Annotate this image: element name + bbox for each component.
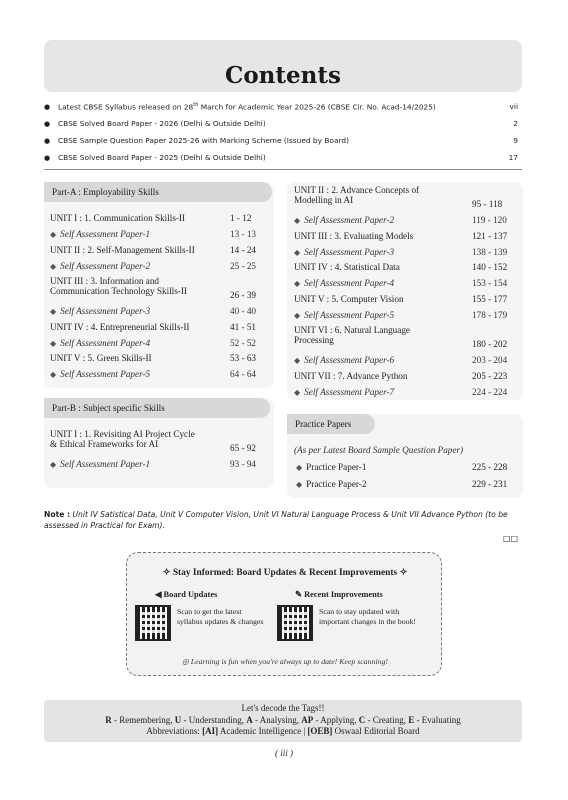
unit-row: [294, 325, 508, 349]
toc-title-text: Latest CBSE Syllabus released on 28: [58, 102, 194, 112]
unit-row: [50, 321, 257, 332]
toc-title: [58, 119, 492, 128]
toc-title: [58, 102, 492, 111]
tag-key: AP: [301, 714, 314, 725]
unit-title-cont: Communication Technology Skills-II: [50, 286, 187, 296]
self-assessment-row: [294, 278, 508, 288]
end-mark: □□: [503, 534, 519, 543]
toc-row: [44, 149, 522, 166]
toc-row: [44, 115, 522, 132]
bullet-icon: ●: [44, 119, 51, 128]
row-pages: 52 - 52: [230, 337, 257, 348]
row-pages: 155 - 177: [472, 293, 508, 304]
row-pages: 224 - 224: [472, 386, 508, 397]
diamond-icon: ◆: [50, 261, 57, 271]
row-pages: 180 - 202: [472, 339, 508, 349]
tags-line-1: [44, 715, 522, 727]
unit-row: [294, 293, 508, 304]
unit-row: [50, 429, 257, 453]
toc-row: [44, 132, 522, 149]
note: [44, 509, 524, 531]
practice-subtitle: (As per Latest Board Sample Question Paper): [294, 445, 464, 455]
diamond-icon: ◆: [294, 247, 301, 257]
board-updates-qr-code[interactable]: [135, 605, 171, 641]
row-pages: 121 - 137: [472, 230, 508, 241]
tags-heading: Let's decode the Tags!!: [241, 703, 325, 713]
row-pages: 229 - 231: [472, 479, 508, 489]
unit-title: UNIT VI : 6. Natural Language: [294, 325, 411, 335]
toc-divider: [44, 169, 522, 170]
row-pages: 205 - 223: [472, 370, 508, 381]
row-label: Practice Paper-2: [306, 479, 367, 489]
toc-page: vii: [509, 102, 518, 111]
qr-box: [126, 552, 442, 676]
target-icon: ◎: [182, 657, 191, 666]
row-pages: 40 - 40: [230, 306, 257, 316]
unit-title: UNIT IV : 4. Entrepreneurial Skills-II: [50, 321, 190, 332]
toc-title-text: March for Academic Year 2025-26 (CBSE Cir. No. Acad-14/2025): [198, 102, 436, 112]
row-pages: 93 - 94: [230, 459, 257, 469]
row-label: Self Assessment Paper-2: [60, 260, 151, 271]
unit-title: UNIT I : 1. Revisiting AI Project Cycle: [50, 429, 195, 439]
row-pages: 225 - 228: [472, 462, 508, 472]
recent-improvements-heading: ✎ Recent Improvements: [295, 590, 383, 599]
row-pages: 95 - 118: [472, 199, 503, 209]
self-assessment-row: [50, 260, 257, 271]
tag-value: - Evaluating: [414, 714, 461, 725]
row-label: Self Assessment Paper-4: [304, 278, 395, 288]
tag-value: - Applying,: [313, 714, 359, 725]
row-label: Self Assessment Paper-3: [304, 246, 395, 257]
unit-title: UNIT IV : 4. Statistical Data: [294, 262, 400, 272]
self-assessment-row: [294, 246, 508, 257]
diamond-icon: ◆: [294, 279, 301, 288]
tag-value: - Analysing,: [252, 714, 302, 725]
tag-value: - Remembering,: [111, 714, 175, 725]
part-b-title: Part-B : Subject specific Skills: [44, 398, 270, 418]
row-label: Self Assessment Paper-2: [304, 215, 395, 225]
tag-key: A: [246, 714, 253, 725]
page-title: Contents: [225, 62, 341, 89]
recent-improvements-qr-code[interactable]: [277, 605, 313, 641]
board-updates-text: Scan to get the latest syllabus updates & changes: [177, 607, 264, 626]
qr-title: ✧ Stay Informed: Board Updates & Recent Improvements ✧: [162, 568, 408, 578]
tag-value: - Creating,: [365, 714, 409, 725]
contents-header: [44, 40, 522, 92]
row-pages: 26 - 39: [230, 290, 257, 300]
unit-title-cont: Modelling in AI: [294, 195, 354, 205]
diamond-icon: ◆: [50, 338, 57, 348]
diamond-icon: ◆: [50, 370, 57, 379]
unit-title-cont: & Ethical Frameworks for AI: [50, 439, 159, 449]
sparkle-icon: ✧: [397, 568, 408, 578]
diamond-icon: ◆: [50, 460, 57, 469]
row-pages: 140 - 152: [472, 262, 508, 272]
row-pages: 65 - 92: [230, 443, 257, 453]
unit-row: [50, 276, 257, 300]
tag-key: R: [105, 714, 112, 725]
row-pages: 138 - 139: [472, 246, 508, 257]
toc-row: [44, 98, 522, 115]
tag-key: E: [408, 714, 415, 725]
row-pages: 14 - 24: [230, 244, 257, 255]
unit-row: [50, 213, 252, 223]
pencil-icon: ✎: [295, 590, 305, 599]
practice-row: [296, 462, 508, 472]
toc-page: 2: [513, 119, 518, 128]
qr-footer: ◎ Learning is fun when you're always up to date! Keep scanning!: [182, 657, 388, 666]
toc-title: [58, 136, 492, 145]
row-pages: 1 - 12: [230, 213, 252, 223]
page-number: ( iii ): [275, 748, 293, 758]
tag-key: C: [358, 714, 366, 725]
sparkle-icon: ✧: [162, 568, 173, 578]
unit-title-cont: Processing: [294, 335, 334, 345]
megaphone-icon: ◀: [155, 590, 164, 599]
unit-title: UNIT V : 5. Computer Vision: [294, 293, 404, 304]
unit-row: [294, 262, 508, 272]
board-updates-heading: ◀ Board Updates: [155, 590, 218, 599]
unit-row: [294, 230, 508, 241]
note-label: Note :: [44, 510, 71, 519]
tags-legend: [44, 700, 522, 742]
toc-superscript: th: [193, 101, 199, 108]
row-pages: 153 - 154: [472, 278, 508, 288]
note-text: Unit IV Satistical Data, Unit V Computer Vision, Unit VI Natural Language Process & Unit VII Advance Python (to be assessed in Practical for Exam).: [44, 510, 508, 530]
toc-page: 17: [508, 153, 518, 162]
unit-row: [294, 370, 508, 381]
row-label: Self Assessment Paper-5: [304, 309, 395, 320]
row-label: Self Assessment Paper-1: [60, 229, 151, 239]
unit-title: UNIT III : 3. Evaluating Models: [294, 230, 414, 241]
unit-row: [50, 353, 257, 363]
diamond-icon: ◆: [294, 310, 301, 320]
toc-title-text: CBSE Sample Question Paper 2025-26 with Marking Scheme (Issued by Board): [58, 136, 349, 145]
diamond-icon: ◆: [50, 307, 57, 316]
bullet-icon: ●: [44, 102, 51, 111]
unit-title: UNIT II : 2. Advance Concepts of: [294, 185, 420, 195]
self-assessment-row: [50, 337, 257, 348]
row-label: Self Assessment Paper-4: [60, 337, 151, 348]
unit-row: [294, 185, 503, 209]
row-label: Self Assessment Paper-3: [60, 306, 151, 316]
row-label: Practice Paper-1: [306, 462, 367, 472]
self-assessment-row: [50, 306, 257, 316]
unit-row: [50, 244, 257, 255]
row-pages: 13 - 13: [230, 229, 257, 239]
row-label: Self Assessment Paper-5: [60, 369, 151, 379]
self-assessment-row: [294, 386, 508, 397]
tags-line-2: Abbreviations: [AI] Academic Intelligence | [OEB] Oswaal Editorial Board: [146, 726, 420, 736]
practice-row: [296, 479, 508, 489]
row-label: Self Assessment Paper-6: [304, 355, 395, 365]
toc-list: [44, 98, 522, 166]
bullet-icon: ●: [44, 136, 51, 145]
bullet-icon: ●: [44, 153, 51, 162]
practice-title: Practice Papers: [287, 414, 375, 434]
recent-improvements-text: Scan to stay updated with important changes in the book!: [319, 607, 417, 626]
unit-title: UNIT I : 1. Communication Skills-II: [50, 213, 186, 223]
row-pages: 25 - 25: [230, 260, 257, 271]
row-pages: 119 - 120: [472, 215, 507, 225]
diamond-icon: ◆: [296, 480, 303, 489]
diamond-icon: ◆: [296, 463, 303, 472]
row-pages: 178 - 179: [472, 309, 508, 320]
self-assessment-row: [294, 215, 507, 225]
diamond-icon: ◆: [294, 216, 301, 225]
self-assessment-row: [294, 309, 508, 320]
diamond-icon: ◆: [294, 387, 301, 397]
row-pages: 41 - 51: [230, 321, 257, 332]
row-label: Self Assessment Paper-1: [60, 459, 151, 469]
toc-title-text: CBSE Solved Board Paper - 2026 (Delhi & Outside Delhi): [58, 119, 266, 128]
row-pages: 203 - 204: [472, 355, 508, 365]
unit-title: UNIT III : 3. Information and: [50, 276, 160, 286]
row-pages: 64 - 64: [230, 369, 257, 379]
self-assessment-row: [50, 369, 257, 379]
row-pages: 53 - 63: [230, 353, 257, 363]
toc-title: [58, 153, 492, 162]
toc-page: 9: [513, 136, 518, 145]
self-assessment-row: [50, 229, 257, 239]
diamond-icon: ◆: [294, 356, 301, 365]
tag-value: - Understanding,: [181, 714, 247, 725]
tag-key: U: [174, 714, 182, 725]
self-assessment-row: [294, 355, 508, 365]
toc-title-text: CBSE Solved Board Paper - 2025 (Delhi & Outside Delhi): [58, 153, 266, 162]
unit-title: UNIT VII : 7. Advance Python: [294, 370, 408, 381]
row-label: Self Assessment Paper-7: [304, 386, 395, 397]
unit-title: UNIT II : 2. Self-Management Skills-II: [50, 244, 195, 255]
diamond-icon: ◆: [50, 230, 57, 239]
self-assessment-row: [50, 459, 257, 469]
part-a-title: Part-A : Employability Skills: [44, 182, 272, 202]
unit-title: UNIT V : 5. Green Skills-II: [50, 353, 152, 363]
